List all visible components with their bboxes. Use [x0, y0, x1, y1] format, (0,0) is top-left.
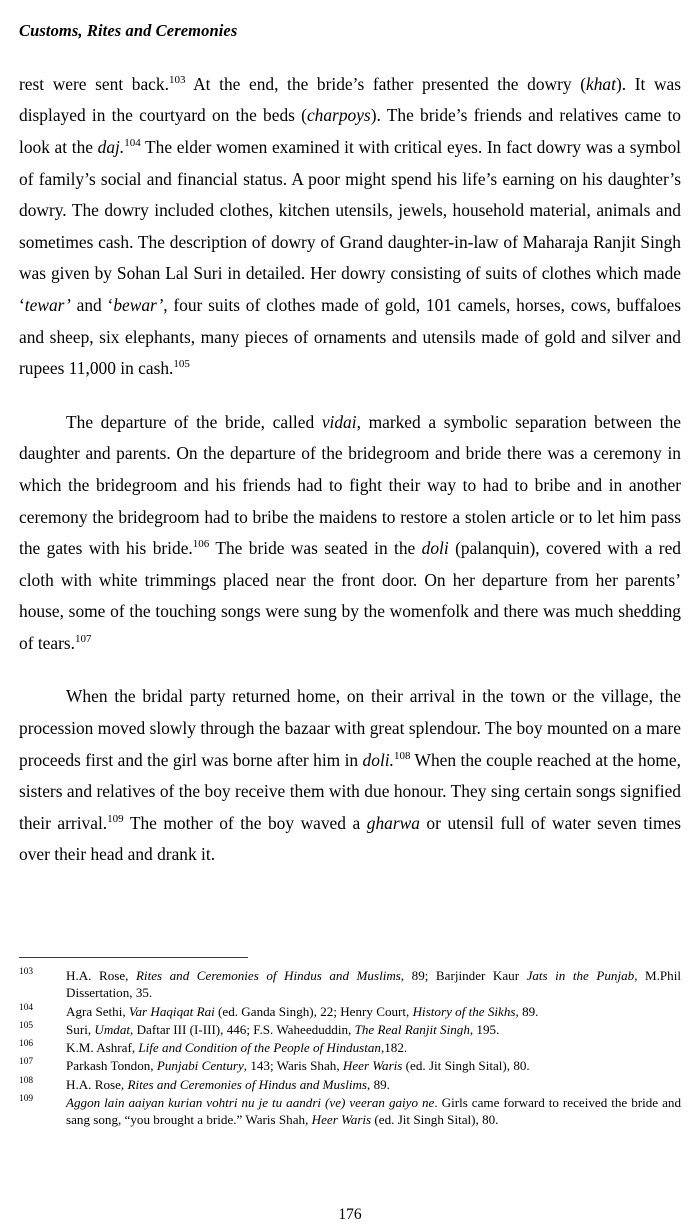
running-head: Customs, Rites and Ceremonies — [19, 21, 238, 40]
text-run: , 89. — [515, 1003, 539, 1019]
text-run: H.A. Rose, — [66, 968, 136, 983]
text-run: , marked a symbolic separation between the daughter and parents. On the departure of the bridegroom and bride there was a ceremony in which the bridegroom and his friends had to fight their way to had to bribe and in another ceremony the bridegroom had to bribe the maidens to restore a stolen article or to let him pass the gates with his bride. — [19, 411, 681, 559]
footnote-text — [66, 1040, 407, 1055]
text-run: , 89. — [367, 1076, 390, 1092]
italic-text: Var Haqiqat Rai — [128, 1003, 215, 1019]
text-run: rest were sent back. — [19, 73, 169, 94]
footnote-item — [19, 1094, 681, 1129]
footnote-marker: 107 — [75, 633, 92, 646]
footnote-number: 109 — [19, 1094, 34, 1105]
italic-text: Rites and Ceremonies of Hindus and Muslims — [127, 1076, 368, 1092]
italic-text: Heer Waris — [342, 1058, 403, 1074]
text-run: and ‘ — [70, 294, 114, 315]
italic-text: doli. — [362, 749, 394, 770]
italic-text: doli — [421, 538, 449, 559]
italic-text: Rites and Ceremonies of Hindus and Muslims — [135, 968, 401, 983]
footnote-number: 108 — [19, 1075, 34, 1086]
text-run: The departure of the bride, called — [66, 411, 322, 432]
italic-text: bewar’ — [113, 294, 164, 315]
italic-text: Punjabi Century — [156, 1058, 244, 1074]
footnote-number: 106 — [19, 1039, 34, 1050]
footnote-text — [66, 1077, 390, 1092]
text-run: (ed. Ganda Singh), 22; Henry Court, — [214, 1003, 413, 1019]
body-text — [19, 69, 681, 871]
italic-text: Jats in the Punjab — [526, 968, 635, 983]
italic-text: charpoys — [306, 105, 371, 126]
para-departure — [19, 407, 681, 660]
text-run: Parkash Tondon, — [66, 1058, 157, 1074]
text-run: When the couple reached at the home, sisters and relatives of the boy receive them with due honour. They sing certain songs signified their arrival. — [19, 749, 681, 833]
footnote-number: 105 — [19, 1020, 34, 1031]
italic-text: The Real Ranjit Singh — [354, 1021, 470, 1037]
footnote-item — [19, 1021, 681, 1038]
italic-text: daj. — [97, 136, 125, 157]
italic-text: History of the Sikhs — [412, 1003, 516, 1019]
text-run: The bride was seated in the — [209, 538, 422, 559]
text-run: . Girls came forward to received the bride and sang song, “you brought a bride.” Waris Shah, — [66, 1095, 681, 1128]
italic-text: khat — [586, 73, 616, 94]
para-dowry — [19, 69, 681, 385]
footnote-item — [19, 1003, 681, 1020]
italic-text: vidai — [321, 411, 357, 432]
footnote-marker: 109 — [107, 813, 124, 826]
italic-text: Aggon lain aaiyan kurian vohtri nu je tu aandri (ve) veeran gaiyo ne — [66, 1095, 435, 1111]
footnote-item — [19, 967, 681, 1002]
text-run: ). The bride’s friends and relatives came to look at the — [19, 105, 681, 157]
footnote-marker: 106 — [192, 538, 210, 551]
footnote-list — [19, 967, 681, 1129]
footnote-marker: 105 — [173, 358, 190, 371]
footnote-text — [66, 968, 681, 1000]
footnote-number: 104 — [19, 1002, 34, 1013]
footnote-text — [66, 1095, 681, 1127]
italic-text: Life and Condition of the People of Hindustan — [138, 1040, 381, 1056]
text-run: (ed. Jit Singh Sital), 80. — [402, 1058, 530, 1074]
footnotes-section — [19, 957, 681, 1130]
text-run: ,182. — [380, 1040, 408, 1056]
text-run: Agra Sethi, — [66, 1003, 129, 1019]
footnote-marker: 104 — [124, 137, 141, 150]
text-run: (ed. Jit Singh Sital), 80. — [371, 1112, 499, 1128]
page-number: 176 — [338, 1206, 362, 1223]
footnote-marker: 108 — [393, 749, 411, 762]
text-run: , M.Phil Dissertation, 35. — [66, 968, 681, 1001]
footnote-separator-rule — [19, 957, 248, 958]
text-run: (palanquin), covered with a red cloth with white trimmings placed near the front door. On her departure from her parents’ house, some of the touching songs were sung by the womenfolk and there was much shedding of tears. — [19, 538, 681, 653]
footnote-number: 107 — [19, 1057, 34, 1068]
text-run: , 89; Barjinder Kaur — [400, 968, 527, 983]
text-run: , Daftar III (I-III), 446; F.S. Waheeduddin, — [130, 1021, 355, 1037]
text-run: H.A. Rose, — [66, 1076, 128, 1092]
footnote-text — [66, 1004, 538, 1019]
footnote-number: 103 — [19, 967, 34, 977]
footnote-item — [19, 1039, 681, 1056]
text-run: The elder women examined it with critical eyes. In fact dowry was a symbol of family’s social and financial status. A poor might spend his life’s earning on his daughter’s dowry. The dowry included clothes, kitchen utensils, jewels, household material, animals and sometimes cash. The description of dowry of Grand daughter-in-law of Maharaja Ranjit Singh was given by Sohan Lal Suri in detailed. Her dowry consisting of suits of clothes which made ‘ — [19, 136, 681, 315]
italic-text: gharwa — [366, 812, 420, 833]
text-run: or utensil full of water seven times over their head and drank it. — [19, 812, 681, 865]
text-run: At the end, the bride’s father presented the dowry ( — [185, 73, 586, 94]
italic-text: Umdat — [94, 1021, 131, 1037]
text-run: , four suits of clothes made of gold, 101 camels, horses, cows, buffaloes and sheep, six elephants, many pieces of ornaments and utensils made of gold and silver and rupees 11,000 in cash. — [19, 294, 681, 379]
italic-text: tewar’ — [24, 294, 71, 315]
footnote-text — [66, 1058, 530, 1073]
text-run: , 195. — [469, 1021, 500, 1037]
footnote-marker: 103 — [168, 74, 186, 86]
text-run: K.M. Ashraf, — [66, 1040, 139, 1056]
text-run: ). It was displayed in the courtyard on the beds ( — [19, 73, 681, 126]
para-return — [19, 681, 681, 871]
footnote-text — [66, 1022, 499, 1037]
text-run: When the bridal party returned home, on their arrival in the town or the village, the procession moved slowly through the bazaar with great splendour. The boy mounted on a mare proceeds first and the girl was borne after him in — [19, 686, 681, 770]
italic-text: Heer Waris — [311, 1112, 372, 1128]
text-run: The mother of the boy waved a — [123, 812, 367, 833]
footnote-item — [19, 1057, 681, 1074]
footnote-item — [19, 1076, 681, 1093]
text-run: Suri, — [66, 1021, 95, 1037]
text-run: , 143; Waris Shah, — [243, 1058, 343, 1074]
